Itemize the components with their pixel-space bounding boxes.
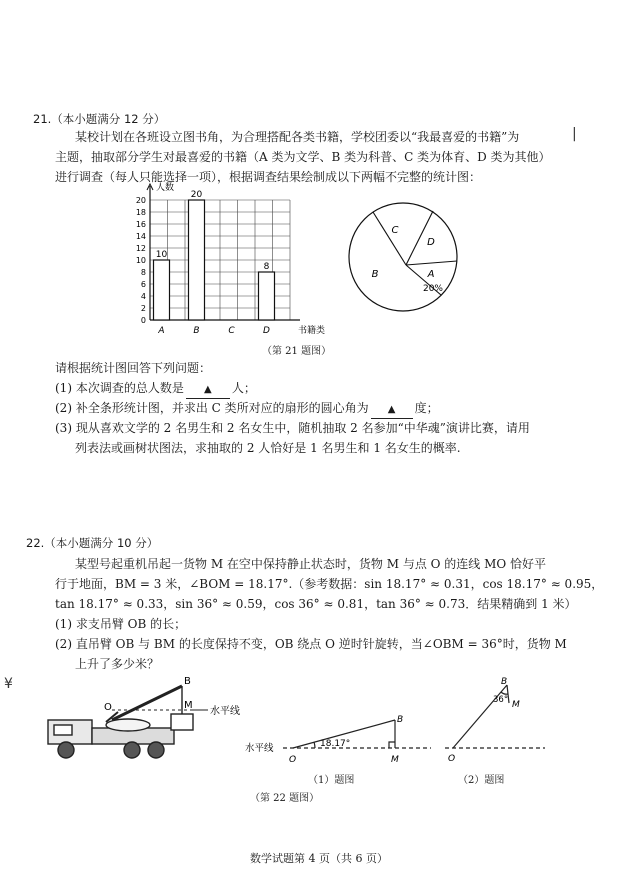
q22-number: 22. [26, 536, 45, 550]
label-O: O [448, 754, 456, 764]
q22-header [26, 535, 158, 551]
q21-figure-caption: （第 21 题图） [262, 346, 332, 357]
slice-annotation-A: 20% [422, 284, 444, 294]
q21-points: （本小题满分 12 分） [51, 112, 166, 126]
q22-intro-1: 某型号起重机吊起一货物 M 在空中保持静止状态时，货物 M 与点 O 的连线 MO 恰好平 [75, 557, 547, 571]
q21-intro-1: 某校计划在各班设立图书角，为合理搭配各类书籍，学校团委以“我最喜爱的书籍”为 [75, 130, 520, 144]
q22-intro-2: 行于地面，BM = 3 米，∠BOM = 18.17°.（参考数据：sin 18.17° ≈ 0.31，cos 18.17° ≈ 0.95， [55, 577, 604, 591]
q21-part-2-text: (2) 补全条形统计图，并求出 C 类所对应的扇形的圆心角为 [55, 401, 369, 415]
angle-arc [314, 742, 315, 748]
y-tick-label: 8 [140, 268, 146, 277]
label-M: M [184, 700, 193, 711]
q21-ask: 请根据统计图回答下列问题： [55, 361, 212, 375]
triangle-marker: ▲ [387, 404, 396, 415]
y-tick-label: 12 [135, 244, 146, 253]
label-B: B [184, 676, 191, 687]
margin-mark-right: | [572, 126, 577, 142]
margin-mark-left: ¥ [4, 676, 13, 692]
q22-figure-caption: （第 22 题图） [250, 793, 320, 804]
q21-part-1-text: (1) 本次调查的总人数是 [55, 381, 184, 395]
y-tick-label: 16 [135, 220, 146, 229]
category-label-D: D [263, 326, 270, 336]
q21-number: 21. [33, 112, 52, 126]
data-label-D: 8 [263, 262, 270, 272]
label-B: B [397, 715, 404, 725]
wheel-icon [58, 742, 74, 758]
horizontal-line-label: 水平线 [245, 743, 274, 754]
y-tick-label: 4 [140, 292, 146, 301]
q22-intro-3: tan 18.17° ≈ 0.33，sin 36° ≈ 0.59，cos 36° ≈ 0.81，tan 36° ≈ 0.73．结果精确到 1 米） [55, 597, 577, 611]
bar-B [189, 200, 205, 320]
pie-divider [406, 261, 457, 265]
right-angle-mark [389, 742, 395, 748]
crane-truck-illustration [40, 670, 270, 770]
q21-header [33, 111, 165, 127]
figure-1-caption: （1）题图 [308, 775, 355, 786]
figure-2-caption: （2）题图 [458, 775, 505, 786]
q21-answer-blank-2 [371, 400, 413, 419]
page-footer: 数学试题第 4 页（共 6 页） [250, 852, 388, 865]
category-label-B: B [193, 326, 200, 336]
data-label-B: 20 [190, 190, 203, 200]
q21-intro-3: 进行调查（每人只能选择一项），根据调查结果绘制成以下两幅不完整的统计图： [55, 170, 482, 184]
y-tick-label: 0 [140, 316, 146, 325]
q21-part-1 [55, 380, 256, 399]
cargo-box [171, 714, 193, 730]
y-tick-label: 18 [135, 208, 146, 217]
label-O: O [289, 755, 297, 765]
y-tick-label: 14 [135, 232, 146, 241]
bar-D [259, 272, 275, 320]
wheel-icon [124, 742, 140, 758]
y-tick-label: 6 [140, 280, 146, 289]
angle-label: 18.17° [320, 739, 351, 749]
q21-part-1-unit: 人； [231, 381, 256, 395]
angle-label: 36° [493, 695, 509, 705]
angle-arc [501, 692, 508, 694]
slice-label-A: A [427, 269, 435, 280]
bar-A [154, 260, 170, 320]
truck-window [54, 725, 72, 735]
y-tick-label: 20 [135, 196, 146, 205]
triangle-marker: ▲ [203, 384, 212, 395]
pie-divider [373, 212, 406, 265]
horizontal-line-label: 水平线 [210, 706, 240, 717]
q22-part-1: (1) 求支吊臂 OB 的长； [55, 617, 187, 631]
q22-part-2-line-1: (2) 直吊臂 OB 与 BM 的长度保持不变，OB 绕点 O 逆时针旋转，当∠OBM = 36°时，货物 M [55, 637, 567, 651]
category-label-C: C [228, 326, 235, 336]
pie-chart [335, 200, 475, 320]
slice-label-C: C [391, 225, 399, 236]
x-axis-label: 书籍类 [298, 326, 326, 336]
label-O: O [104, 702, 112, 713]
label-M: M [512, 700, 520, 710]
y-tick-label: 2 [140, 304, 146, 313]
figure-1-diagram [245, 710, 435, 770]
wheel-icon [148, 742, 164, 758]
label-M: M [391, 755, 399, 765]
y-tick-label: 10 [135, 256, 146, 265]
data-label-A: 10 [155, 250, 168, 260]
category-label-A: A [158, 326, 165, 336]
q21-intro-2: 主题，抽取部分学生对最喜爱的书籍（A 类为文学、B 类为科普、C 类为体育、D 类为其他） [55, 150, 551, 164]
slice-label-D: D [427, 237, 435, 248]
q21-part-2-unit: 度； [414, 401, 439, 415]
figure-2-diagram [445, 675, 555, 770]
q21-part-3-line-2: 列表法或画树状图法，求抽取的 2 人恰好是 1 名男生和 1 名女生的概率. [75, 441, 461, 455]
bar-chart [120, 180, 330, 340]
q22-part-2-line-2: 上升了多少米？ [75, 657, 160, 671]
y-axis-label: 人数 [156, 183, 175, 193]
slice-label-B: B [371, 269, 379, 280]
q21-answer-blank-1 [186, 380, 230, 399]
label-B: B [501, 677, 508, 687]
q21-part-3-line-1: (3) 现从喜欢文学的 2 名男生和 2 名女生中，随机抽取 2 名参加“中华魂”演讲比赛，请用 [55, 421, 530, 435]
q22-points: （本小题满分 10 分） [44, 536, 159, 550]
q21-part-2 [55, 400, 439, 419]
